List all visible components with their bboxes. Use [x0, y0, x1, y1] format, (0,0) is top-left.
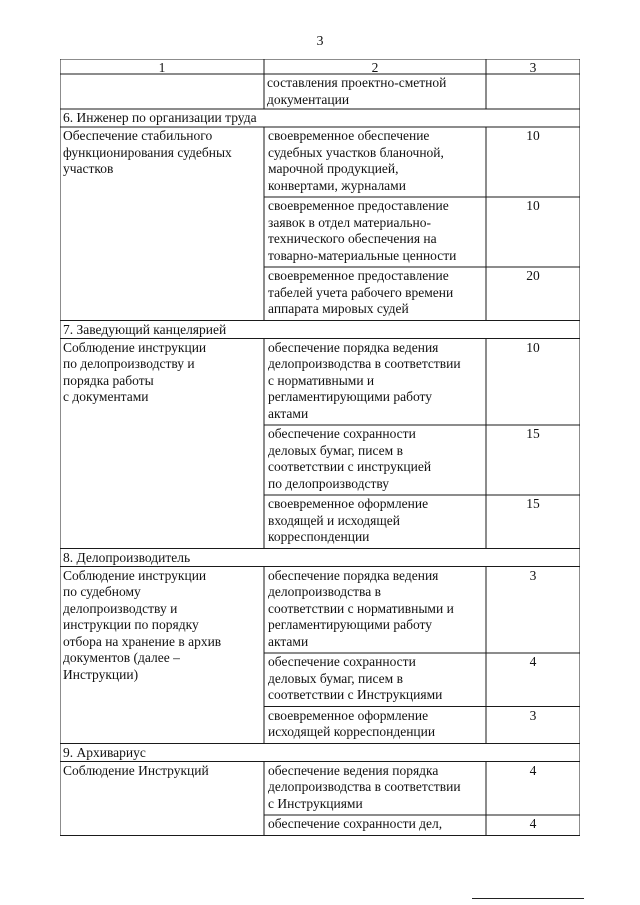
criterion-text: обеспечение ведения порядка: [268, 762, 439, 778]
percent-value: 4: [529, 762, 537, 778]
criterion-text: судебных участков бланочной,: [268, 144, 444, 160]
criterion-text: регламентирующими работу: [268, 389, 433, 404]
indicator-text: Инструкции): [63, 666, 139, 682]
criterion-text: исходящей корреспонденции: [268, 724, 436, 739]
section-heading: 9. Архивариус: [63, 744, 146, 760]
section-heading: 6. Инженер по организации труда: [63, 110, 257, 125]
percent-value: 10: [526, 339, 540, 355]
criterion-text: по делопроизводству: [268, 475, 390, 491]
criterion-text: обеспечение сохранности дел,: [268, 816, 443, 831]
criterion-text: своевременное обеспечение: [268, 128, 430, 143]
criterion-text: с нормативными и: [268, 372, 375, 388]
section-heading: 7. Заведующий канцелярией: [63, 321, 227, 337]
criterion-text: своевременное оформление: [268, 707, 429, 723]
criterion-text: корреспонденции: [268, 529, 370, 544]
criterion-text: технического обеспечения на: [268, 231, 437, 246]
indicator-text: делопроизводству и: [63, 600, 178, 616]
page-number: 3: [316, 34, 324, 49]
criterion-text: документации: [267, 91, 350, 107]
percent-value: 15: [526, 496, 540, 511]
indicator-text: с документами: [63, 389, 149, 404]
percent-value: 3: [529, 567, 537, 583]
criterion-text: составления проектно-сметной: [267, 75, 447, 90]
indicator-text: отбора на хранение в архив: [63, 633, 222, 649]
criterion-text: конвертами, журналами: [268, 177, 406, 193]
indicator-text: по делопроизводству и: [63, 356, 195, 371]
indicator-text: участков: [63, 161, 114, 176]
criterion-text: актами: [268, 633, 309, 649]
indicator-text: Соблюдение инструкции: [63, 567, 207, 583]
criterion-text: марочной продукцией,: [268, 161, 399, 176]
criterion-text: заявок в отдел материально-: [268, 214, 431, 230]
percent-value: 20: [526, 268, 540, 283]
criteria-table: [60, 59, 580, 830]
criterion-text: делопроизводства в: [268, 584, 381, 599]
indicator-text: документов (далее –: [63, 650, 180, 665]
criterion-text: своевременное предоставление: [268, 198, 449, 213]
indicator-text: инструкции по порядку: [63, 617, 199, 632]
criterion-text: аппарата мировых судей: [268, 301, 409, 316]
column-header: 3: [529, 60, 537, 75]
indicator-text: функционирования судебных: [63, 144, 232, 160]
criterion-text: с Инструкциями: [268, 795, 363, 811]
percent-value: 10: [526, 198, 540, 213]
criterion-text: соответствии с Инструкциями: [268, 687, 443, 702]
criterion-text: регламентирующими работу: [268, 617, 433, 632]
percent-value: 4: [529, 654, 537, 669]
criterion-text: делопроизводства в соответствии: [268, 779, 461, 794]
criterion-text: обеспечение сохранности: [268, 426, 416, 441]
criterion-text: входящей и исходящей: [268, 512, 400, 528]
indicator-text: Соблюдение инструкции: [63, 339, 207, 355]
percent-value: 15: [526, 426, 540, 441]
criterion-text: деловых бумаг, писем в: [268, 670, 403, 686]
criterion-text: обеспечение порядка ведения: [268, 339, 439, 355]
criterion-text: соответствии с инструкцией: [268, 459, 432, 474]
criterion-text: обеспечение порядка ведения: [268, 567, 439, 583]
criterion-text: актами: [268, 405, 309, 421]
percent-value: 10: [526, 128, 540, 143]
section-heading: 8. Делопроизводитель: [63, 549, 191, 565]
indicator-text: Обеспечение стабильного: [63, 128, 213, 143]
indicator-text: порядка работы: [63, 372, 154, 388]
criterion-text: деловых бумаг, писем в: [268, 442, 403, 458]
criterion-text: обеспечение сохранности: [268, 654, 416, 669]
criterion-text: своевременное оформление: [268, 496, 429, 511]
column-header: 2: [371, 60, 379, 75]
criterion-text: соответствии с нормативными и: [268, 600, 454, 616]
criterion-text: своевременное предоставление: [268, 268, 449, 283]
criterion-text: делопроизводства в соответствии: [268, 356, 461, 371]
footer-rule: [472, 898, 584, 899]
percent-value: 4: [529, 816, 537, 831]
criterion-text: товарно-материальные ценности: [268, 247, 457, 263]
column-header: 1: [158, 60, 166, 75]
percent-value: 3: [529, 707, 537, 723]
indicator-text: Соблюдение Инструкций: [63, 762, 209, 778]
indicator-text: по судебному: [63, 584, 141, 599]
criterion-text: табелей учета рабочего времени: [268, 284, 454, 300]
